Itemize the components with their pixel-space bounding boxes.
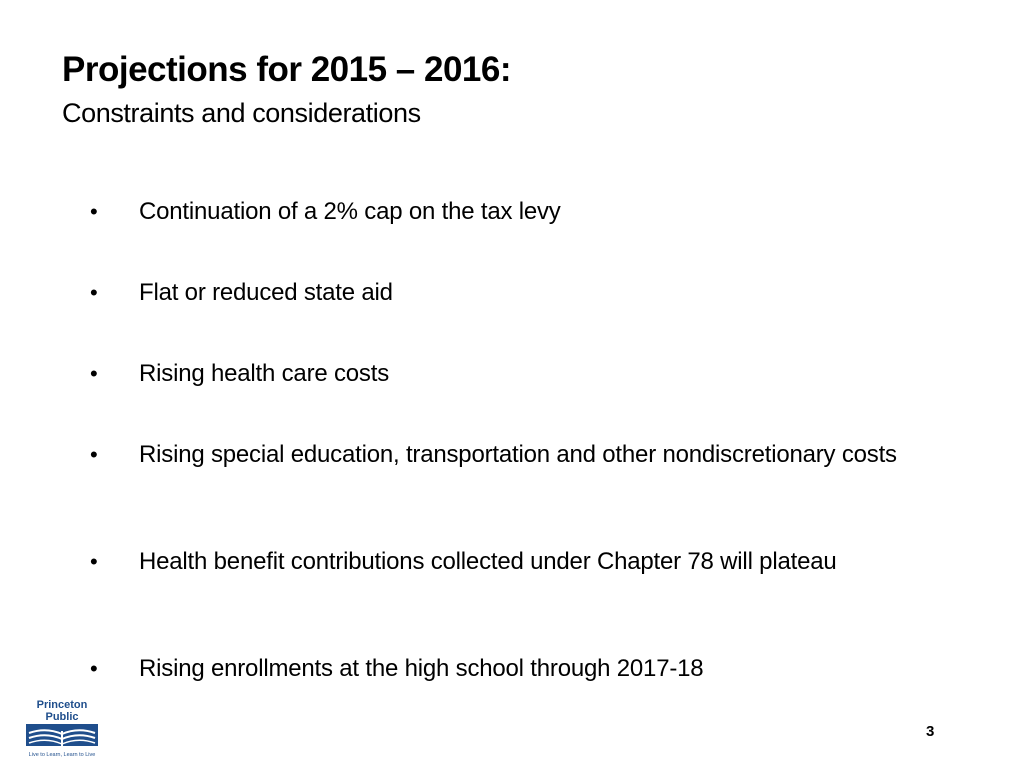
bullet-text: Rising health care costs <box>139 360 389 387</box>
logo-line1: Princeton <box>36 699 88 711</box>
logo-line2: Public <box>45 711 79 723</box>
page-number: 3 <box>926 723 935 740</box>
logo-tagline: Live to Learn, Learn to Live <box>28 752 96 758</box>
bullet-text: Continuation of a 2% cap on the tax levy <box>139 198 561 225</box>
bullet-icon: • <box>90 656 98 681</box>
bullet-icon: • <box>90 549 98 574</box>
open-book-icon <box>26 724 98 752</box>
bullet-icon: • <box>90 442 98 467</box>
bullet-text: Flat or reduced state aid <box>139 279 393 306</box>
princeton-public-schools-logo <box>26 698 98 760</box>
bullet-icon: • <box>90 280 98 305</box>
bullet-text: Rising enrollments at the high school through 2017-18 <box>139 655 704 682</box>
bullet-icon: • <box>90 361 98 386</box>
slide-subtitle: Constraints and considerations <box>62 98 421 128</box>
bullet-text: Health benefit contributions collected under Chapter 78 will plateau <box>139 548 837 575</box>
bullet-icon: • <box>90 199 98 224</box>
bullet-text: Rising special education, transportation and other nondiscretionary costs <box>139 441 897 468</box>
slide-title: Projections for 2015 – 2016: <box>62 50 511 89</box>
